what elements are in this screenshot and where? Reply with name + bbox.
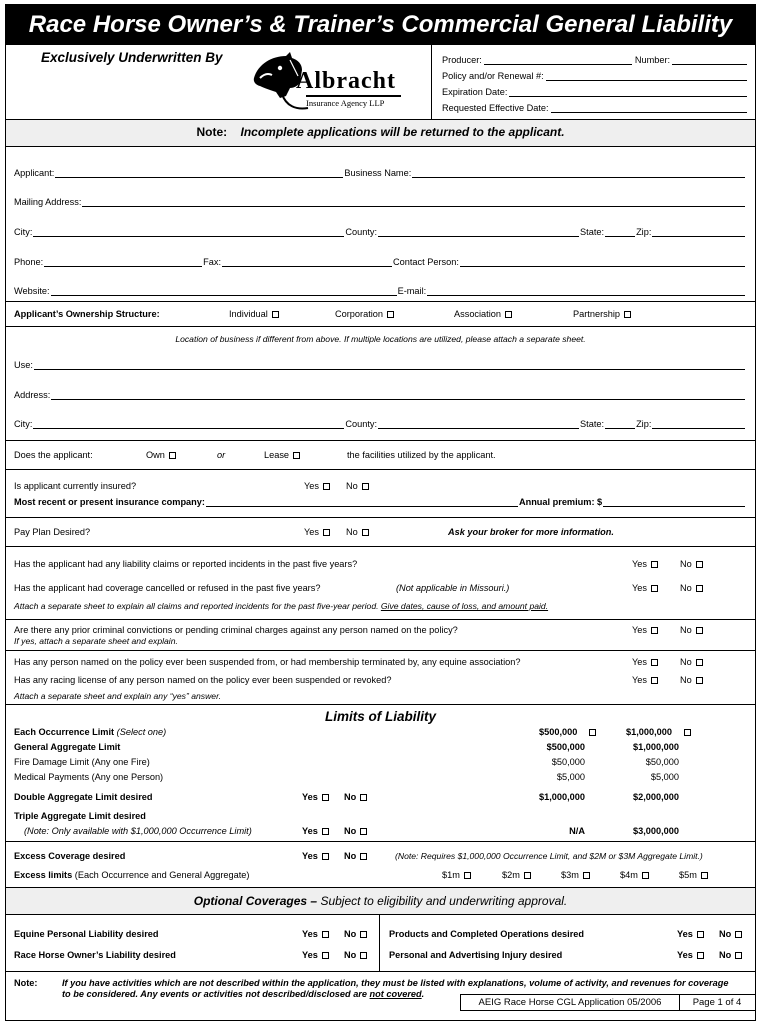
checkbox-icon — [697, 931, 704, 938]
claims-section — [6, 547, 755, 620]
owner-yes[interactable]: Yes — [302, 950, 329, 960]
form-title: Race Horse Owner’s & Trainer’s Commercial General Liability — [6, 5, 755, 45]
producer-info — [442, 45, 747, 113]
excess-1m[interactable]: $1m — [442, 870, 471, 880]
med-col2: $5,000 — [650, 772, 679, 782]
email-field[interactable] — [427, 286, 745, 296]
use-field[interactable] — [34, 360, 745, 370]
triple-no[interactable]: No — [344, 826, 367, 836]
expiration-field[interactable] — [509, 87, 747, 97]
optional-title: Optional Coverages – — [193, 894, 318, 908]
checkbox-icon — [696, 677, 703, 684]
checkbox-icon — [505, 311, 512, 318]
premium-field[interactable] — [603, 497, 745, 507]
business-field[interactable] — [412, 168, 745, 178]
checkbox-icon — [360, 794, 367, 801]
location-city-label: City: — [14, 419, 33, 429]
excess-4m[interactable]: $4m — [620, 870, 649, 880]
checkbox-icon — [464, 872, 471, 879]
cancelled-question: Has the applicant had coverage cancelled or refused in the past five years? — [14, 583, 321, 593]
location-address-field[interactable] — [51, 390, 745, 400]
page-number: Page 1 of 4 — [679, 994, 756, 1011]
county-label: County: — [345, 227, 378, 237]
application-form — [5, 4, 756, 1021]
phone-label: Phone: — [14, 257, 44, 267]
claims-question: Has the applicant had any liability claims or reported incidents in the past five years? — [14, 559, 358, 569]
ownership-section — [6, 302, 755, 327]
products-no[interactable]: No — [719, 929, 742, 939]
checkbox-icon — [323, 529, 330, 536]
insured-question: Is applicant currently insured? — [14, 481, 137, 491]
fire-label: Fire Damage Limit (Any one Fire) — [14, 757, 150, 767]
checkbox-icon — [651, 585, 658, 592]
ownership-partnership[interactable]: Partnership — [573, 309, 631, 319]
limits-heading: Limits of Liability — [324, 709, 436, 724]
checkbox-icon — [322, 794, 329, 801]
advertising-no[interactable]: No — [719, 950, 742, 960]
missouri-note: (Not applicable in Missouri.) — [396, 583, 510, 593]
products-yes[interactable]: Yes — [677, 929, 704, 939]
number-label: Number: — [634, 55, 671, 65]
logo-subtitle: Insurance Agency LLP — [306, 98, 385, 108]
location-section — [6, 327, 755, 441]
facilities-tail: the facilities utilized by the applicant. — [347, 450, 496, 460]
checkbox-icon — [696, 585, 703, 592]
insurance-section — [6, 470, 755, 518]
applicant-field[interactable] — [55, 168, 343, 178]
ownership-individual[interactable]: Individual — [229, 309, 279, 319]
checkbox-icon — [651, 659, 658, 666]
excess-3m[interactable]: $3m — [561, 870, 590, 880]
state-label: State: — [580, 227, 605, 237]
criminal-question: Are there any prior criminal convictions or pending criminal charges against any person named on the policy? — [14, 625, 458, 635]
state-field[interactable] — [605, 227, 635, 237]
optional-subtitle: Subject to eligibility and underwriting approval. — [317, 894, 568, 908]
footer-note-label: Note: — [14, 978, 38, 988]
location-zip-field[interactable] — [652, 419, 745, 429]
form-id: AEIG Race Horse CGL Application 05/2006 — [460, 994, 680, 1011]
triple-label: Triple Aggregate Limit desired — [14, 811, 146, 821]
location-state-label: State: — [580, 419, 605, 429]
products-label: Products and Completed Operations desired — [389, 929, 585, 939]
checkbox-icon — [583, 872, 590, 879]
double-no[interactable]: No — [344, 792, 367, 802]
note-text: Incomplete applications will be returned to the applicant. — [240, 125, 565, 139]
footer — [6, 972, 755, 1012]
insured-yes[interactable]: Yes — [304, 481, 330, 491]
agg-col2: $1,000,000 — [633, 742, 679, 752]
medical-label: Medical Payments (Any one Person) — [14, 772, 164, 782]
location-state-field[interactable] — [605, 419, 635, 429]
mailing-field[interactable] — [82, 197, 745, 207]
owner-no[interactable]: No — [344, 950, 367, 960]
payplan-no[interactable]: No — [346, 527, 369, 537]
checkbox-icon — [642, 872, 649, 879]
fire-col2: $50,000 — [645, 757, 679, 767]
agg-col1: $500,000 — [546, 742, 585, 752]
location-address-label: Address: — [14, 390, 51, 400]
expiration-label: Expiration Date: — [442, 87, 508, 97]
email-label: E-mail: — [397, 286, 427, 296]
checkbox-icon — [360, 853, 367, 860]
excess-label: Excess Coverage desired — [14, 851, 126, 861]
checkbox-icon — [696, 561, 703, 568]
premium-label: Annual premium: $ — [518, 497, 603, 507]
note-label: Note: — [196, 125, 228, 139]
zip-field[interactable] — [652, 227, 745, 237]
checkbox-icon — [697, 952, 704, 959]
business-label: Business Name: — [344, 168, 412, 178]
cancelled-no[interactable]: No — [680, 583, 703, 593]
checkbox-icon — [362, 483, 369, 490]
facilities-question: Does the applicant: — [14, 450, 93, 460]
fire-col1: $50,000 — [551, 757, 585, 767]
occ-500k[interactable]: $500,000 — [539, 727, 596, 737]
triple-col1: N/A — [569, 826, 585, 836]
criminal-no[interactable]: No — [680, 625, 703, 635]
excess-no[interactable]: No — [344, 851, 367, 861]
excess-2m[interactable]: $2m — [502, 870, 531, 880]
requested-label: Requested Effective Date: — [442, 103, 549, 113]
company-label: Most recent or present insurance company: — [14, 497, 205, 507]
advertising-label: Personal and Advertising Injury desired — [389, 950, 563, 960]
excess-5m[interactable]: $5m — [679, 870, 708, 880]
equine-no[interactable]: No — [344, 929, 367, 939]
claims-no[interactable]: No — [680, 559, 703, 569]
ownership-association[interactable]: Association — [454, 309, 512, 319]
triple-note: (Note: Only available with $1,000,000 Occurrence Limit) — [24, 826, 252, 836]
checkbox-icon — [322, 931, 329, 938]
checkbox-icon — [169, 452, 176, 459]
payplan-note: Ask your broker for more information. — [448, 527, 614, 537]
footer-note-text: If you have activities which are not described within the application, they must be listed with explanations, volume of activity, and revenues for coverage to be considered. Any events or activities not described/disclosed are not covered. — [62, 978, 729, 999]
checkbox-icon — [701, 872, 708, 879]
license-question: Has any racing license of any person named on the policy ever been suspended or revoked? — [14, 675, 392, 685]
website-field[interactable] — [51, 286, 397, 296]
each-occurrence-label: Each Occurrence Limit (Select one) — [14, 727, 167, 737]
limits-section — [6, 705, 755, 842]
ownership-corporation[interactable]: Corporation — [335, 309, 394, 319]
checkbox-icon — [524, 872, 531, 879]
website-label: Website: — [14, 286, 50, 296]
checkbox-icon — [322, 853, 329, 860]
use-label: Use: — [14, 360, 33, 370]
checkbox-icon — [651, 561, 658, 568]
advertising-yes[interactable]: Yes — [677, 950, 704, 960]
applicant-section — [6, 147, 755, 302]
suspension-yes[interactable]: Yes — [632, 657, 658, 667]
requested-field[interactable] — [551, 103, 747, 113]
checkbox-icon — [735, 952, 742, 959]
mailing-label: Mailing Address: — [14, 197, 82, 207]
triple-col2: $3,000,000 — [633, 826, 679, 836]
owner-label: Race Horse Owner’s Liability desired — [14, 950, 176, 960]
checkbox-icon — [651, 627, 658, 634]
contact-label: Contact Person: — [393, 257, 459, 267]
fax-label: Fax: — [203, 257, 221, 267]
license-no[interactable]: No — [680, 675, 703, 685]
criminal-sub: If yes, attach a separate sheet and explain. — [14, 636, 178, 646]
optional-section — [6, 915, 755, 972]
checkbox-icon — [651, 677, 658, 684]
county-field[interactable] — [378, 227, 579, 237]
payplan-question: Pay Plan Desired? — [14, 527, 91, 537]
location-instructions: Location of business if different from above. If multiple locations are utilized, please attach a separate sheet. — [175, 334, 586, 344]
location-county-field[interactable] — [378, 419, 579, 429]
producer-field[interactable] — [484, 55, 632, 65]
logo-name: Albracht — [296, 68, 396, 94]
location-county-label: County: — [345, 419, 378, 429]
number-field[interactable] — [672, 55, 747, 65]
double-label: Double Aggregate Limit desired — [14, 792, 153, 802]
insured-no[interactable]: No — [346, 481, 369, 491]
license-yes[interactable]: Yes — [632, 675, 658, 685]
general-aggregate-label: General Aggregate Limit — [14, 742, 121, 752]
double-col2: $2,000,000 — [633, 792, 679, 802]
policy-label: Policy and/or Renewal #: — [442, 71, 544, 81]
header-section — [6, 45, 755, 120]
checkbox-icon — [293, 452, 300, 459]
company-field[interactable] — [206, 497, 518, 507]
checkbox-icon — [322, 828, 329, 835]
checkbox-icon — [624, 311, 631, 318]
equine-yes[interactable]: Yes — [302, 929, 329, 939]
producer-label: Producer: — [442, 55, 482, 65]
criminal-yes[interactable]: Yes — [632, 625, 658, 635]
exclusive-label: Exclusively Underwritten By — [41, 50, 223, 65]
payplan-yes[interactable]: Yes — [304, 527, 330, 537]
suspension-question: Has any person named on the policy ever been suspended from, or had membership terminated by, any equine association? — [14, 657, 521, 667]
phone-field[interactable] — [44, 257, 202, 267]
incomplete-note — [6, 120, 755, 147]
checkbox-icon — [323, 483, 330, 490]
facilities-lease[interactable]: Lease — [264, 450, 300, 460]
checkbox-icon — [696, 627, 703, 634]
ownership-label: Applicant’s Ownership Structure: — [14, 309, 160, 319]
checkbox-icon — [696, 659, 703, 666]
claims-yes[interactable]: Yes — [632, 559, 658, 569]
suspension-section — [6, 651, 755, 705]
suspension-sub: Attach a separate sheet and explain any “yes” answer. — [14, 691, 222, 701]
checkbox-icon — [684, 729, 691, 736]
checkbox-icon — [360, 931, 367, 938]
applicant-label: Applicant: — [14, 168, 55, 178]
double-yes[interactable]: Yes — [302, 792, 329, 802]
checkbox-icon — [735, 931, 742, 938]
location-city-field[interactable] — [33, 419, 344, 429]
contact-field[interactable] — [460, 257, 745, 267]
facilities-or: or — [217, 450, 226, 460]
checkbox-icon — [387, 311, 394, 318]
criminal-section — [6, 620, 755, 651]
equine-label: Equine Personal Liability desired — [14, 929, 159, 939]
checkbox-icon — [362, 529, 369, 536]
double-col1: $1,000,000 — [539, 792, 585, 802]
excess-yes[interactable]: Yes — [302, 851, 329, 861]
excess-limits-label: Excess limits (Each Occurrence and General Aggregate) — [14, 870, 250, 880]
facilities-section — [6, 441, 755, 470]
med-col1: $5,000 — [556, 772, 585, 782]
suspension-no[interactable]: No — [680, 657, 703, 667]
fax-field[interactable] — [222, 257, 392, 267]
city-label: City: — [14, 227, 33, 237]
zip-label: Zip: — [636, 227, 652, 237]
claims-attach-note: Attach a separate sheet to explain all claims and reported incidents for the past five-year period. Give dates, cause of loss, and amount paid. — [14, 601, 549, 611]
checkbox-icon — [360, 828, 367, 835]
city-field[interactable] — [33, 227, 344, 237]
cancelled-yes[interactable]: Yes — [632, 583, 658, 593]
excess-note: (Note: Requires $1,000,000 Occurrence Limit, and $2M or $3M Aggregate Limit.) — [395, 851, 703, 861]
checkbox-icon — [360, 952, 367, 959]
triple-yes[interactable]: Yes — [302, 826, 329, 836]
excess-section — [6, 842, 755, 888]
albracht-logo — [246, 48, 406, 118]
checkbox-icon — [589, 729, 596, 736]
payplan-section — [6, 518, 755, 547]
policy-field[interactable] — [546, 71, 747, 81]
occ-1m[interactable]: $1,000,000 — [626, 727, 691, 737]
checkbox-icon — [322, 952, 329, 959]
location-zip-label: Zip: — [636, 419, 652, 429]
facilities-own[interactable]: Own — [146, 450, 176, 460]
checkbox-icon — [272, 311, 279, 318]
underwriter-box — [6, 45, 432, 119]
optional-heading — [6, 888, 755, 915]
